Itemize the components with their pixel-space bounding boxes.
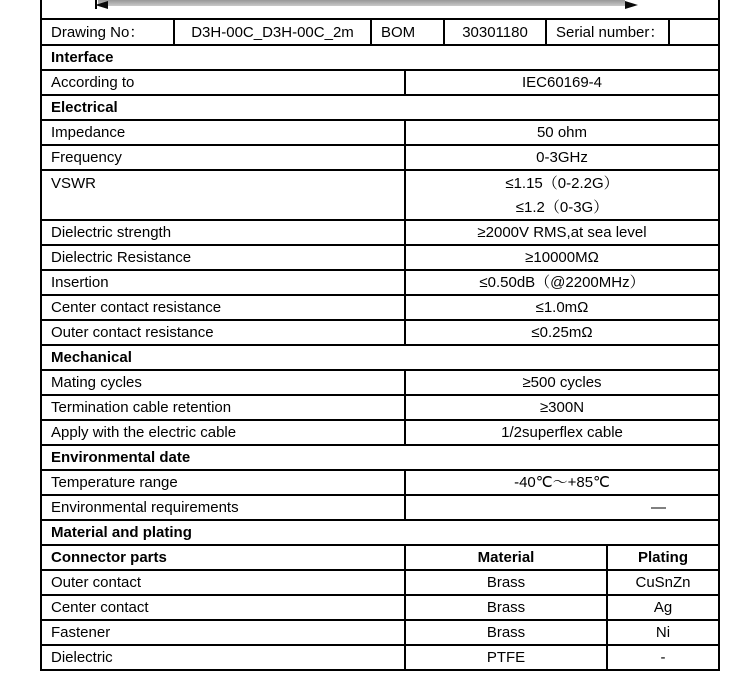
dimension-arrow-right-icon [625,1,638,9]
row-label: Mating cycles [42,371,406,394]
row-value: ≥2000V RMS,at sea level [477,224,647,241]
row-frequency [42,144,718,169]
part-name: Outer contact [42,571,406,594]
part-plating: - [660,649,666,666]
section-title: Mechanical [51,349,132,366]
row-impedance [42,119,718,144]
row-outer-contact [42,569,718,594]
section-title: Environmental date [51,449,191,466]
row-value: — [651,499,666,516]
row-value: -40℃～+85℃ [514,474,610,491]
vswr-value-line1: ≤1.15（0-2.2G） [505,174,619,192]
plating-header: Plating [637,549,688,566]
row-center-contact [42,594,718,619]
row-value: ≤0.50dB（@2200MHz） [479,274,645,291]
row-label: Frequency [42,146,406,169]
row-label: Temperature range [42,471,406,494]
row-dielectric [42,644,718,669]
cable-drawing-fragment [42,0,718,18]
material-table-header-row [42,544,718,569]
part-material: Brass [406,596,608,619]
connector-parts-header: Connector parts [42,546,406,569]
section-interface [42,44,718,69]
row-value: ≥300N [539,399,585,416]
drawing-header-row [42,18,718,44]
row-value: ≥10000MΩ [525,249,599,266]
row-center-contact-resistance [42,294,718,319]
bom-label: BOM [372,20,445,44]
row-outer-contact-resistance [42,319,718,344]
section-title: Electrical [51,99,118,116]
row-value: ≤1.0mΩ [535,299,589,316]
section-environmental-date [42,444,718,469]
dimension-arrow-left-icon [95,1,108,9]
row-termination-cable-retention [42,394,718,419]
part-name: Center contact [42,596,406,619]
bom-value: 30301180 [445,20,547,44]
row-label: Insertion [42,271,406,294]
section-mechanical [42,344,718,369]
row-value: 50 ohm [536,124,588,141]
part-name: Dielectric [42,646,406,669]
row-label: According to [42,71,406,94]
sheet-frame [40,0,720,671]
row-apply-with-electric-cable [42,419,718,444]
row-according-to [42,69,718,94]
part-material: Brass [406,621,608,644]
row-label: Center contact resistance [42,296,406,319]
row-insertion [42,269,718,294]
part-plating: Ag [653,599,673,616]
section-title: Interface [51,49,114,66]
row-label: Dielectric Resistance [42,246,406,269]
row-value: ≥500 cycles [522,374,602,391]
part-plating: Ni [655,624,671,641]
serial-number-value [670,20,718,44]
part-plating: CuSnZn [635,574,691,591]
section-material-and-plating [42,519,718,544]
material-header: Material [406,546,608,569]
row-dielectric-resistance [42,244,718,269]
section-title: Material and plating [51,524,192,541]
part-material: Brass [406,571,608,594]
row-label: VSWR [42,171,406,219]
cable-dimension-bar [98,0,625,6]
row-vswr [42,169,718,219]
row-fastener [42,619,718,644]
row-temperature-range [42,469,718,494]
drawing-no-value: D3H-00C_D3H-00C_2m [175,20,372,44]
row-dielectric-strength [42,219,718,244]
part-name: Fastener [42,621,406,644]
row-label: Impedance [42,121,406,144]
row-label: Termination cable retention [42,396,406,419]
row-value: 0-3GHz [536,149,588,166]
row-label: Apply with the electric cable [42,421,406,444]
row-value: ≤0.25mΩ [531,324,593,341]
row-mating-cycles [42,369,718,394]
row-value [406,171,718,219]
vswr-value-line2: ≤1.2（0-3G） [515,198,609,216]
serial-number-label: Serial number： [547,20,670,44]
row-label: Outer contact resistance [42,321,406,344]
row-value: 1/2superflex cable [501,424,623,441]
row-label: Dielectric strength [42,221,406,244]
drawing-no-label: Drawing No： [42,20,175,44]
section-electrical [42,94,718,119]
row-environmental-requirements [42,494,718,519]
part-material: PTFE [406,646,608,669]
row-label: Environmental requirements [42,496,406,519]
row-value: IEC60169-4 [521,74,603,91]
